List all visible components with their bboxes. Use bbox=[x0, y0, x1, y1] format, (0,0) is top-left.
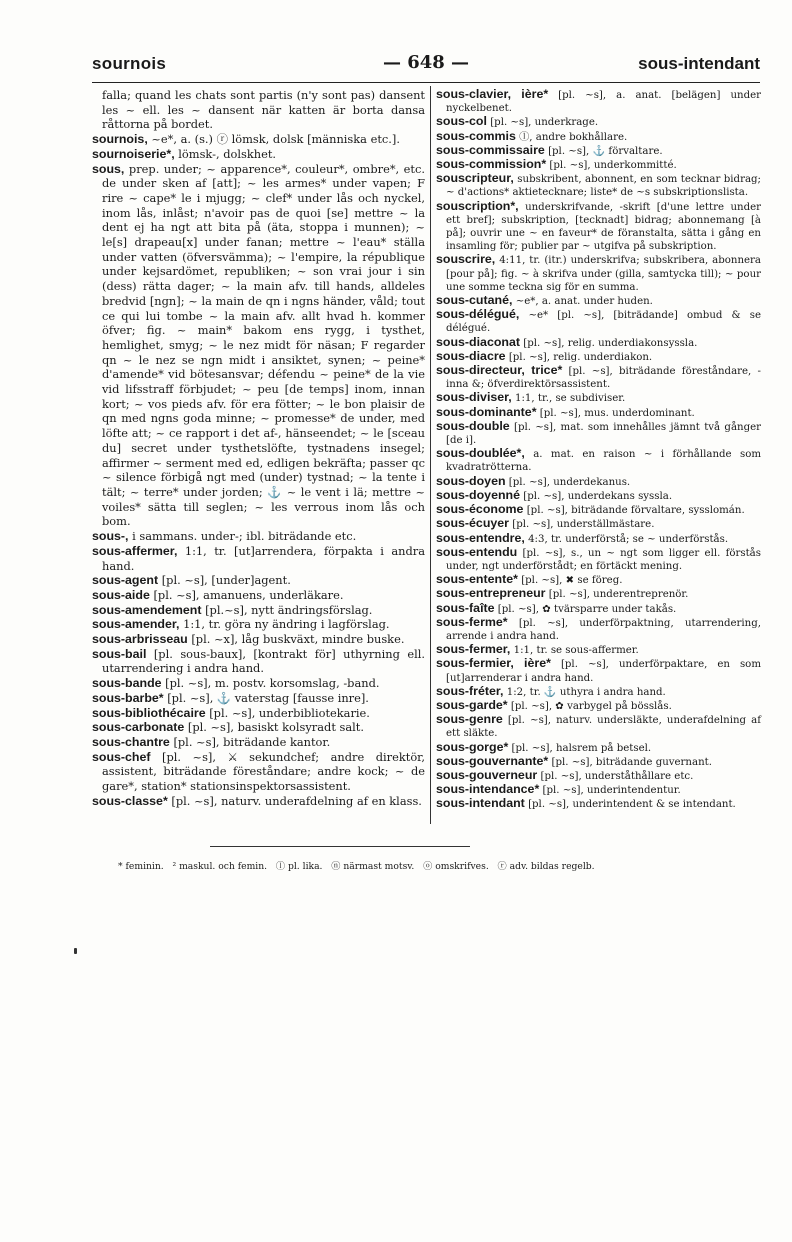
entry-definition: [pl. ~s], underförpaktare, en som [ut]arrenderar i andra hand. bbox=[446, 659, 761, 684]
dictionary-entry bbox=[436, 447, 761, 474]
entry-definition: 1:1, tr. se sous-affermer. bbox=[513, 645, 639, 657]
dictionary-entry bbox=[92, 647, 425, 676]
entry-headword: sous-agent bbox=[92, 573, 159, 588]
dictionary-entry bbox=[436, 489, 761, 503]
entry-headword: sous-col bbox=[436, 114, 487, 129]
entry-definition: [pl. sous-baux], [kontrakt för] uthyrning ell. utarrendering i andra hand. bbox=[102, 646, 425, 676]
dictionary-entry bbox=[92, 706, 425, 721]
dictionary-entry bbox=[436, 699, 761, 713]
entry-definition: [pl. ~s], underintendent & se intendant. bbox=[528, 799, 736, 811]
entry-definition: [pl. ~s], relig. underdiakon. bbox=[508, 351, 653, 363]
page-header bbox=[92, 48, 760, 80]
dictionary-entry bbox=[436, 616, 761, 643]
dictionary-entry bbox=[92, 88, 425, 132]
entry-definition: [pl. ~s], underdekanus. bbox=[508, 476, 631, 488]
dictionary-entry bbox=[436, 253, 761, 294]
entry-definition: [pl. ~s], amanuens, underläkare. bbox=[153, 587, 344, 602]
entry-headword: sous-diviser, bbox=[436, 390, 512, 405]
dictionary-entry bbox=[436, 130, 761, 144]
entry-headword: sous-fermer, bbox=[436, 642, 511, 657]
entry-definition: [pl. ~s], underståthållare etc. bbox=[540, 770, 694, 782]
dictionary-entry bbox=[436, 88, 761, 115]
entry-headword: sous-commission* bbox=[436, 157, 547, 172]
dictionary-entry bbox=[92, 529, 425, 544]
entry-headword: sous-entrepreneur bbox=[436, 586, 546, 601]
dictionary-entry bbox=[436, 420, 761, 447]
entry-definition: [pl.~s], nytt ändringsförslag. bbox=[205, 602, 373, 617]
dictionary-entry bbox=[436, 643, 761, 657]
page-number: — 648 — bbox=[382, 52, 470, 73]
footnote-legend bbox=[118, 858, 758, 872]
footnote-rule bbox=[210, 846, 470, 847]
entry-headword: sous, bbox=[92, 161, 125, 176]
entry-definition: ~e* [pl. ~s], [biträdande] ombud & se délégué. bbox=[446, 310, 761, 335]
dictionary-entry bbox=[436, 406, 761, 420]
dictionary-entry bbox=[436, 115, 761, 129]
entry-definition: [pl. ~s], basiskt kolsyradt salt. bbox=[187, 720, 364, 735]
entry-headword: sous-dominante* bbox=[436, 404, 537, 419]
entry-definition: 1:1, tr., se subdiviser. bbox=[515, 393, 626, 405]
dictionary-entry bbox=[92, 132, 425, 147]
dictionary-entry bbox=[436, 783, 761, 797]
entry-headword: sous-gouvernante* bbox=[436, 753, 549, 768]
right-column bbox=[436, 88, 761, 812]
entry-definition: [pl. ~s], underställmästare. bbox=[512, 519, 655, 531]
dictionary-entry bbox=[436, 517, 761, 531]
entry-headword: sous-aide bbox=[92, 587, 150, 602]
footnote-paraphrased: ⓞ omskrifves. bbox=[423, 861, 489, 872]
dictionary-entry bbox=[436, 532, 761, 546]
dictionary-entry bbox=[92, 676, 425, 691]
entry-headword: sous-fermier, ière* bbox=[436, 656, 551, 671]
entry-definition: [pl. ~x], låg buskväxt, mindre buske. bbox=[191, 632, 405, 647]
entry-definition: i sammans. under-; ibl. biträdande etc. bbox=[132, 529, 357, 544]
entry-headword: sous-chef bbox=[92, 749, 151, 764]
entry-headword: sous-double bbox=[436, 418, 510, 433]
entry-headword: sous-arbrisseau bbox=[92, 632, 188, 647]
entry-headword: sous-chantre bbox=[92, 734, 170, 749]
dictionary-entry bbox=[436, 475, 761, 489]
entry-headword: sous-commissaire bbox=[436, 142, 545, 157]
entry-headword: sous-clavier, ière* bbox=[436, 87, 549, 101]
entry-definition: [pl. ~s], biträdande förvaltare, sysslomán. bbox=[526, 505, 745, 517]
dictionary-entry bbox=[436, 172, 761, 199]
dictionary-entry bbox=[92, 632, 425, 647]
dictionary-entry bbox=[436, 573, 761, 587]
entry-definition: [pl. ~s], naturv. underafdelning af en klass. bbox=[171, 793, 422, 808]
dictionary-entry bbox=[436, 144, 761, 158]
entry-definition: 1:1, tr. göra ny ändring i lagförslag. bbox=[183, 617, 390, 632]
entry-definition: [pl. ~s], underkrage. bbox=[490, 117, 599, 129]
entry-definition: prep. under; ~ apparence*, couleur*, ombre*, etc. de under sken af [att]; ~ les armes* under vapen; F rire ~ cape* le i mjugg; ~ clef* under lås och nyckel, inom lås, inlåst; n'avoir pas de quoi [se] mettre ~ la dent ej ha ngt att bita på (äta, stoppa i munnen); ~ le[s] drapeau[x] under fanan; mettre ~ l'eau* ställa under vatten (öfversvämma); ~ l'empire, la république under kejsardömet, republiken; ~ son vrai jour i sin (dess) rätta dager; ~ la main afv. till hands, alldeles bredvid [ngn]; ~ la main de qn i ngns händer, våld; tout ce qui lui tombe ~ la main afv. allt hvad h. kommer öfver; fig. ~ main* bakom ens rygg, i tysthet, hemlighet, smyg; ~ le nez midt för näsan; F regarder qn ~ le nez se ngn midt i ansiktet, synen; ~ peine* d'amende* vid bötesansvar; défendu ~ peine* de la vie vid lifsstraff förbjudet; ~ peu [de temps] inom, innan kort; ~ vos pieds afv. för era fötter; ~ le bon plaisir de qn med ngns goda minne; ~ promesse* de under, med löfte att; ~ ce rapport i det af-, hänseendet; ~ le [sceau du] secret under tysthetslöfte, tystnadens insegel; affirmer ~ serment med ed, edligen bekräfta; passer qc ~ silence förbigå ngt med (under) tystnad; ~ la tente i tält; ~ terre* under jorden; ⚓ ~ le vent i lä; mettre ~ voiles* sätta till seglen; ~ les verrous inom lås och bom. bbox=[102, 161, 425, 529]
entry-definition: [pl. ~s], underentreprenör. bbox=[548, 589, 689, 601]
entry-headword: sous-gouverneur bbox=[436, 767, 538, 782]
dictionary-entry bbox=[436, 657, 761, 684]
entry-headword: sous-commis bbox=[436, 128, 516, 143]
dictionary-entry bbox=[436, 503, 761, 517]
entry-headword: sous-garde* bbox=[436, 697, 508, 712]
entry-definition: [pl. ~s], mat. som innehålles jämnt två gånger [de i]. bbox=[446, 421, 761, 447]
entry-definition: lömsk-, dolskhet. bbox=[178, 146, 277, 161]
entry-definition: [pl. ~s], relig. underdiakonsyssla. bbox=[523, 337, 698, 349]
entry-headword: sous-affermer, bbox=[92, 543, 178, 558]
entry-headword: sous-bibliothécaire bbox=[92, 705, 206, 720]
footnote-adverb-regular: ⓡ adv. bildas regelb. bbox=[497, 861, 595, 872]
entry-headword: sous-intendance* bbox=[436, 782, 540, 797]
dictionary-entry bbox=[92, 573, 425, 588]
entry-headword: sous-entendre, bbox=[436, 530, 525, 545]
entry-headword: sous-barbe* bbox=[92, 690, 164, 705]
entry-definition: 4:11, tr. (itr.) underskrifva; subskribera, abonnera [pour på]; fig. ~ à skrifva under (gilla, samtycka till); ~ pour une somme teckna sig för en summa. bbox=[446, 255, 761, 293]
entry-definition: [pl. ~s], a. anat. [belägen] under nyckelbenet. bbox=[446, 90, 761, 115]
dictionary-entry bbox=[436, 336, 761, 350]
dictionary-entry bbox=[92, 794, 425, 809]
entry-definition: 1:2, tr. ⚓ uthyra i andra hand. bbox=[506, 686, 666, 698]
entry-definition: [pl. ~s], naturv. undersläkte, underafdelning af ett släkte. bbox=[446, 715, 761, 740]
entry-definition: [pl. ~s], ⚔ sekundchef; andre direktör, assistent, biträdande föreståndare; andre kock; ~ de gare*, station* stationsinspektorsassistent. bbox=[102, 749, 426, 794]
entry-headword: sous-diaconat bbox=[436, 334, 520, 349]
dictionary-entry bbox=[436, 308, 761, 335]
entry-headword: sous-ferme* bbox=[436, 614, 508, 629]
dictionary-entry bbox=[92, 691, 425, 706]
entry-headword: sous-genre bbox=[436, 712, 503, 727]
entry-headword: sous-faîte bbox=[436, 600, 495, 615]
entry-definition: [pl. ~s], underbibliotekarie. bbox=[209, 705, 370, 720]
dictionary-entry bbox=[436, 685, 761, 699]
entry-headword: sous-amendement bbox=[92, 602, 202, 617]
entry-headword: sous-diacre bbox=[436, 348, 506, 363]
dictionary-entry bbox=[92, 735, 425, 750]
entry-definition: [pl. ~s], underkommitté. bbox=[549, 160, 677, 172]
entry-headword: souscrire, bbox=[436, 252, 496, 267]
entry-headword: sournois, bbox=[92, 132, 148, 147]
entry-headword: sous-écuyer bbox=[436, 516, 510, 531]
entry-definition: subskribent, abonnent, en som tecknar bidrag; ~ d'actions* aktietecknare; liste* de ~s subskriptionslista. bbox=[446, 174, 761, 199]
header-rule bbox=[92, 82, 760, 83]
entry-headword: sous-carbonate bbox=[92, 720, 185, 735]
dictionary-entry bbox=[436, 769, 761, 783]
dictionary-entry bbox=[436, 350, 761, 364]
entry-headword: sournoiserie*, bbox=[92, 146, 175, 161]
entry-definition: [pl. ~s], underintendentur. bbox=[542, 785, 681, 797]
header-first-word: sournois bbox=[92, 54, 167, 73]
entry-definition: falla; quand les chats sont partis (n'y sont pas) dansent les ~ ell. les ~ dansent när katten är borta dansa råttorna på bordet. bbox=[102, 88, 425, 132]
dictionary-entry bbox=[436, 797, 761, 811]
entry-headword: sous-entente* bbox=[436, 572, 518, 587]
entry-headword: sous-délégué, bbox=[436, 307, 520, 322]
dictionary-entry bbox=[92, 603, 425, 618]
entry-definition: ~e*, a. (s.) ⓡ lömsk, dolsk [människa etc.]. bbox=[151, 132, 400, 147]
entry-definition: [pl. ~s], biträdande föreståndare, -inna &; öfverdirektörsassistent. bbox=[446, 366, 761, 391]
entry-definition: [pl. ~s], underdekans syssla. bbox=[523, 490, 673, 502]
entry-headword: sous-intendant bbox=[436, 796, 525, 811]
entry-headword: sous-classe* bbox=[92, 793, 168, 808]
column-divider bbox=[430, 86, 431, 824]
entry-definition: underskrifvande, -skrift [d'une lettre under ett bref]; subskription, [tecknadt] bidrag; abonnemang [à på]; ouvrir une ~ en faveur* de föranstalta, sätta i gång en insamling för; publier par ~ utgifva på subskription. bbox=[446, 201, 761, 253]
dictionary-entry bbox=[436, 294, 761, 308]
entry-definition: a. mat. en raison ~ i förhållande som kvadratrötterna. bbox=[446, 449, 761, 474]
dictionary-entry bbox=[436, 587, 761, 601]
dictionary-entry bbox=[436, 200, 761, 254]
entry-headword: sous-amender, bbox=[92, 617, 180, 632]
entry-headword: sous-directeur, trice* bbox=[436, 363, 563, 378]
entry-headword: souscription*, bbox=[436, 198, 519, 213]
entry-definition: [pl. ~s], [under]agent. bbox=[161, 573, 291, 588]
entry-headword: souscripteur, bbox=[436, 171, 514, 186]
entry-definition: [pl. ~s], underförpaktning, utarrendering, arrende i andra hand. bbox=[446, 617, 761, 642]
dictionary-entry bbox=[436, 741, 761, 755]
entry-headword: sous-fréter, bbox=[436, 683, 504, 698]
entry-headword: sous-gorge* bbox=[436, 739, 509, 754]
dictionary-entry bbox=[92, 147, 425, 162]
entry-headword: sous-doyen bbox=[436, 473, 506, 488]
dictionary-entry bbox=[436, 364, 761, 391]
dictionary-entry bbox=[92, 617, 425, 632]
entry-definition: [pl. ~s], ✿ tvärsparre under takås. bbox=[497, 603, 677, 615]
dictionary-entry bbox=[436, 546, 761, 573]
entry-headword: sous-bail bbox=[92, 646, 147, 661]
entry-headword: sous-bande bbox=[92, 676, 162, 691]
dictionary-entry bbox=[92, 162, 425, 530]
dictionary-entry bbox=[436, 158, 761, 172]
margin-mark bbox=[74, 948, 77, 954]
entry-definition: [pl. ~s], mus. underdominant. bbox=[539, 407, 695, 419]
dictionary-entry bbox=[92, 750, 425, 794]
entry-definition: [pl. ~s], ⚓ förvaltare. bbox=[548, 145, 663, 157]
footnote-feminine: * feminin. bbox=[118, 861, 164, 872]
footnote-plural-same: ⓛ pl. lika. bbox=[275, 861, 323, 872]
entry-headword: sous-entendu bbox=[436, 544, 518, 559]
dictionary-entry bbox=[436, 602, 761, 616]
entry-headword: sous-doublée*, bbox=[436, 446, 525, 461]
entry-definition: 1:1, tr. [ut]arrendera, förpakta i andra hand. bbox=[102, 543, 425, 573]
header-last-word: sous-intendant bbox=[638, 54, 760, 73]
entry-definition: [pl. ~s], ✖ se föreg. bbox=[521, 575, 623, 587]
entry-headword: sous-doyenné bbox=[436, 487, 520, 502]
entry-headword: sous-, bbox=[92, 529, 129, 544]
entry-definition: [pl. ~s], biträdande guvernant. bbox=[551, 756, 712, 768]
left-column bbox=[92, 88, 425, 808]
entry-headword: sous-économe bbox=[436, 502, 524, 517]
entry-definition: [pl. ~s], biträdande kantor. bbox=[173, 734, 331, 749]
dictionary-entry bbox=[92, 720, 425, 735]
entry-definition: [pl. ~s], ✿ varbygel på bösslås. bbox=[510, 700, 672, 712]
dictionary-entry bbox=[436, 391, 761, 405]
dictionary-entry bbox=[436, 755, 761, 769]
entry-definition: 4:3, tr. underförstå; se ~ underförstås. bbox=[528, 533, 729, 545]
entry-definition: [pl. ~s], halsrem på betsel. bbox=[511, 742, 652, 754]
dictionary-entry bbox=[92, 588, 425, 603]
dictionary-entry bbox=[436, 713, 761, 740]
entry-definition: [pl. ~s], s., un ~ ngt som ligger ell. förstås under, ngt underförstådt; en förtäckt mening. bbox=[446, 547, 761, 572]
entry-definition: [pl. ~s], m. postv. korsomslag, -band. bbox=[165, 676, 380, 691]
footnote-nearest-equivalent: ⓝ närmast motsv. bbox=[331, 861, 415, 872]
entry-definition: ⓛ, andre bokhållare. bbox=[519, 131, 628, 143]
entry-headword: sous-cutané, bbox=[436, 293, 513, 308]
entry-definition: [pl. ~s], ⚓ vaterstag [fausse inre]. bbox=[167, 690, 369, 705]
dictionary-entry bbox=[92, 544, 425, 573]
footnote-masc-fem: ² maskul. och femin. bbox=[172, 861, 268, 872]
entry-definition: ~e*, a. anat. under huden. bbox=[515, 296, 653, 308]
